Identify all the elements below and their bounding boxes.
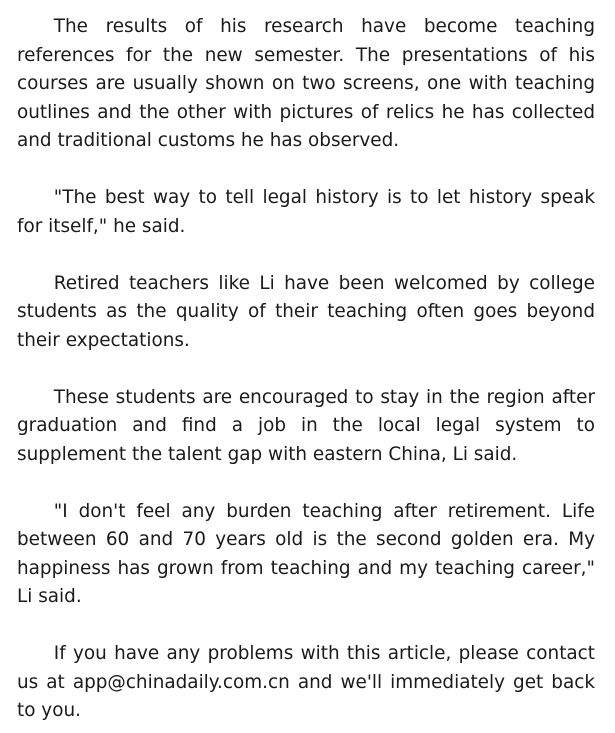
paragraph-retired-teachers: Retired teachers like Li have been welcomed by college students as the quality of their teaching often goes beyond their expectations. xyxy=(17,272,595,351)
article-body xyxy=(17,13,595,726)
paragraph-research: The results of his research have become teaching references for the new semester. The presentations of his courses are usually shown on two screens, one with teaching outlines and the other with pictures of relics he has collected and traditional customs he has observed. xyxy=(17,16,595,151)
paragraph-quote-history: "The best way to tell legal history is to let history speak for itself," he said. xyxy=(17,187,595,237)
paragraph-contact: If you have any problems with this article, please contact us at app@chinadaily.com.cn and we'll immediately get back to you. xyxy=(17,643,595,721)
paragraph-students: These students are encouraged to stay in the region after graduation and find a job in the local legal system to supplement the talent gap with eastern China, Li said. xyxy=(17,386,595,465)
paragraph-quote-retirement: "I don't feel any burden teaching after retirement. Life between 60 and 70 years old is the second golden era. My happiness has grown from teaching and my teaching career," Li said. xyxy=(17,500,595,607)
